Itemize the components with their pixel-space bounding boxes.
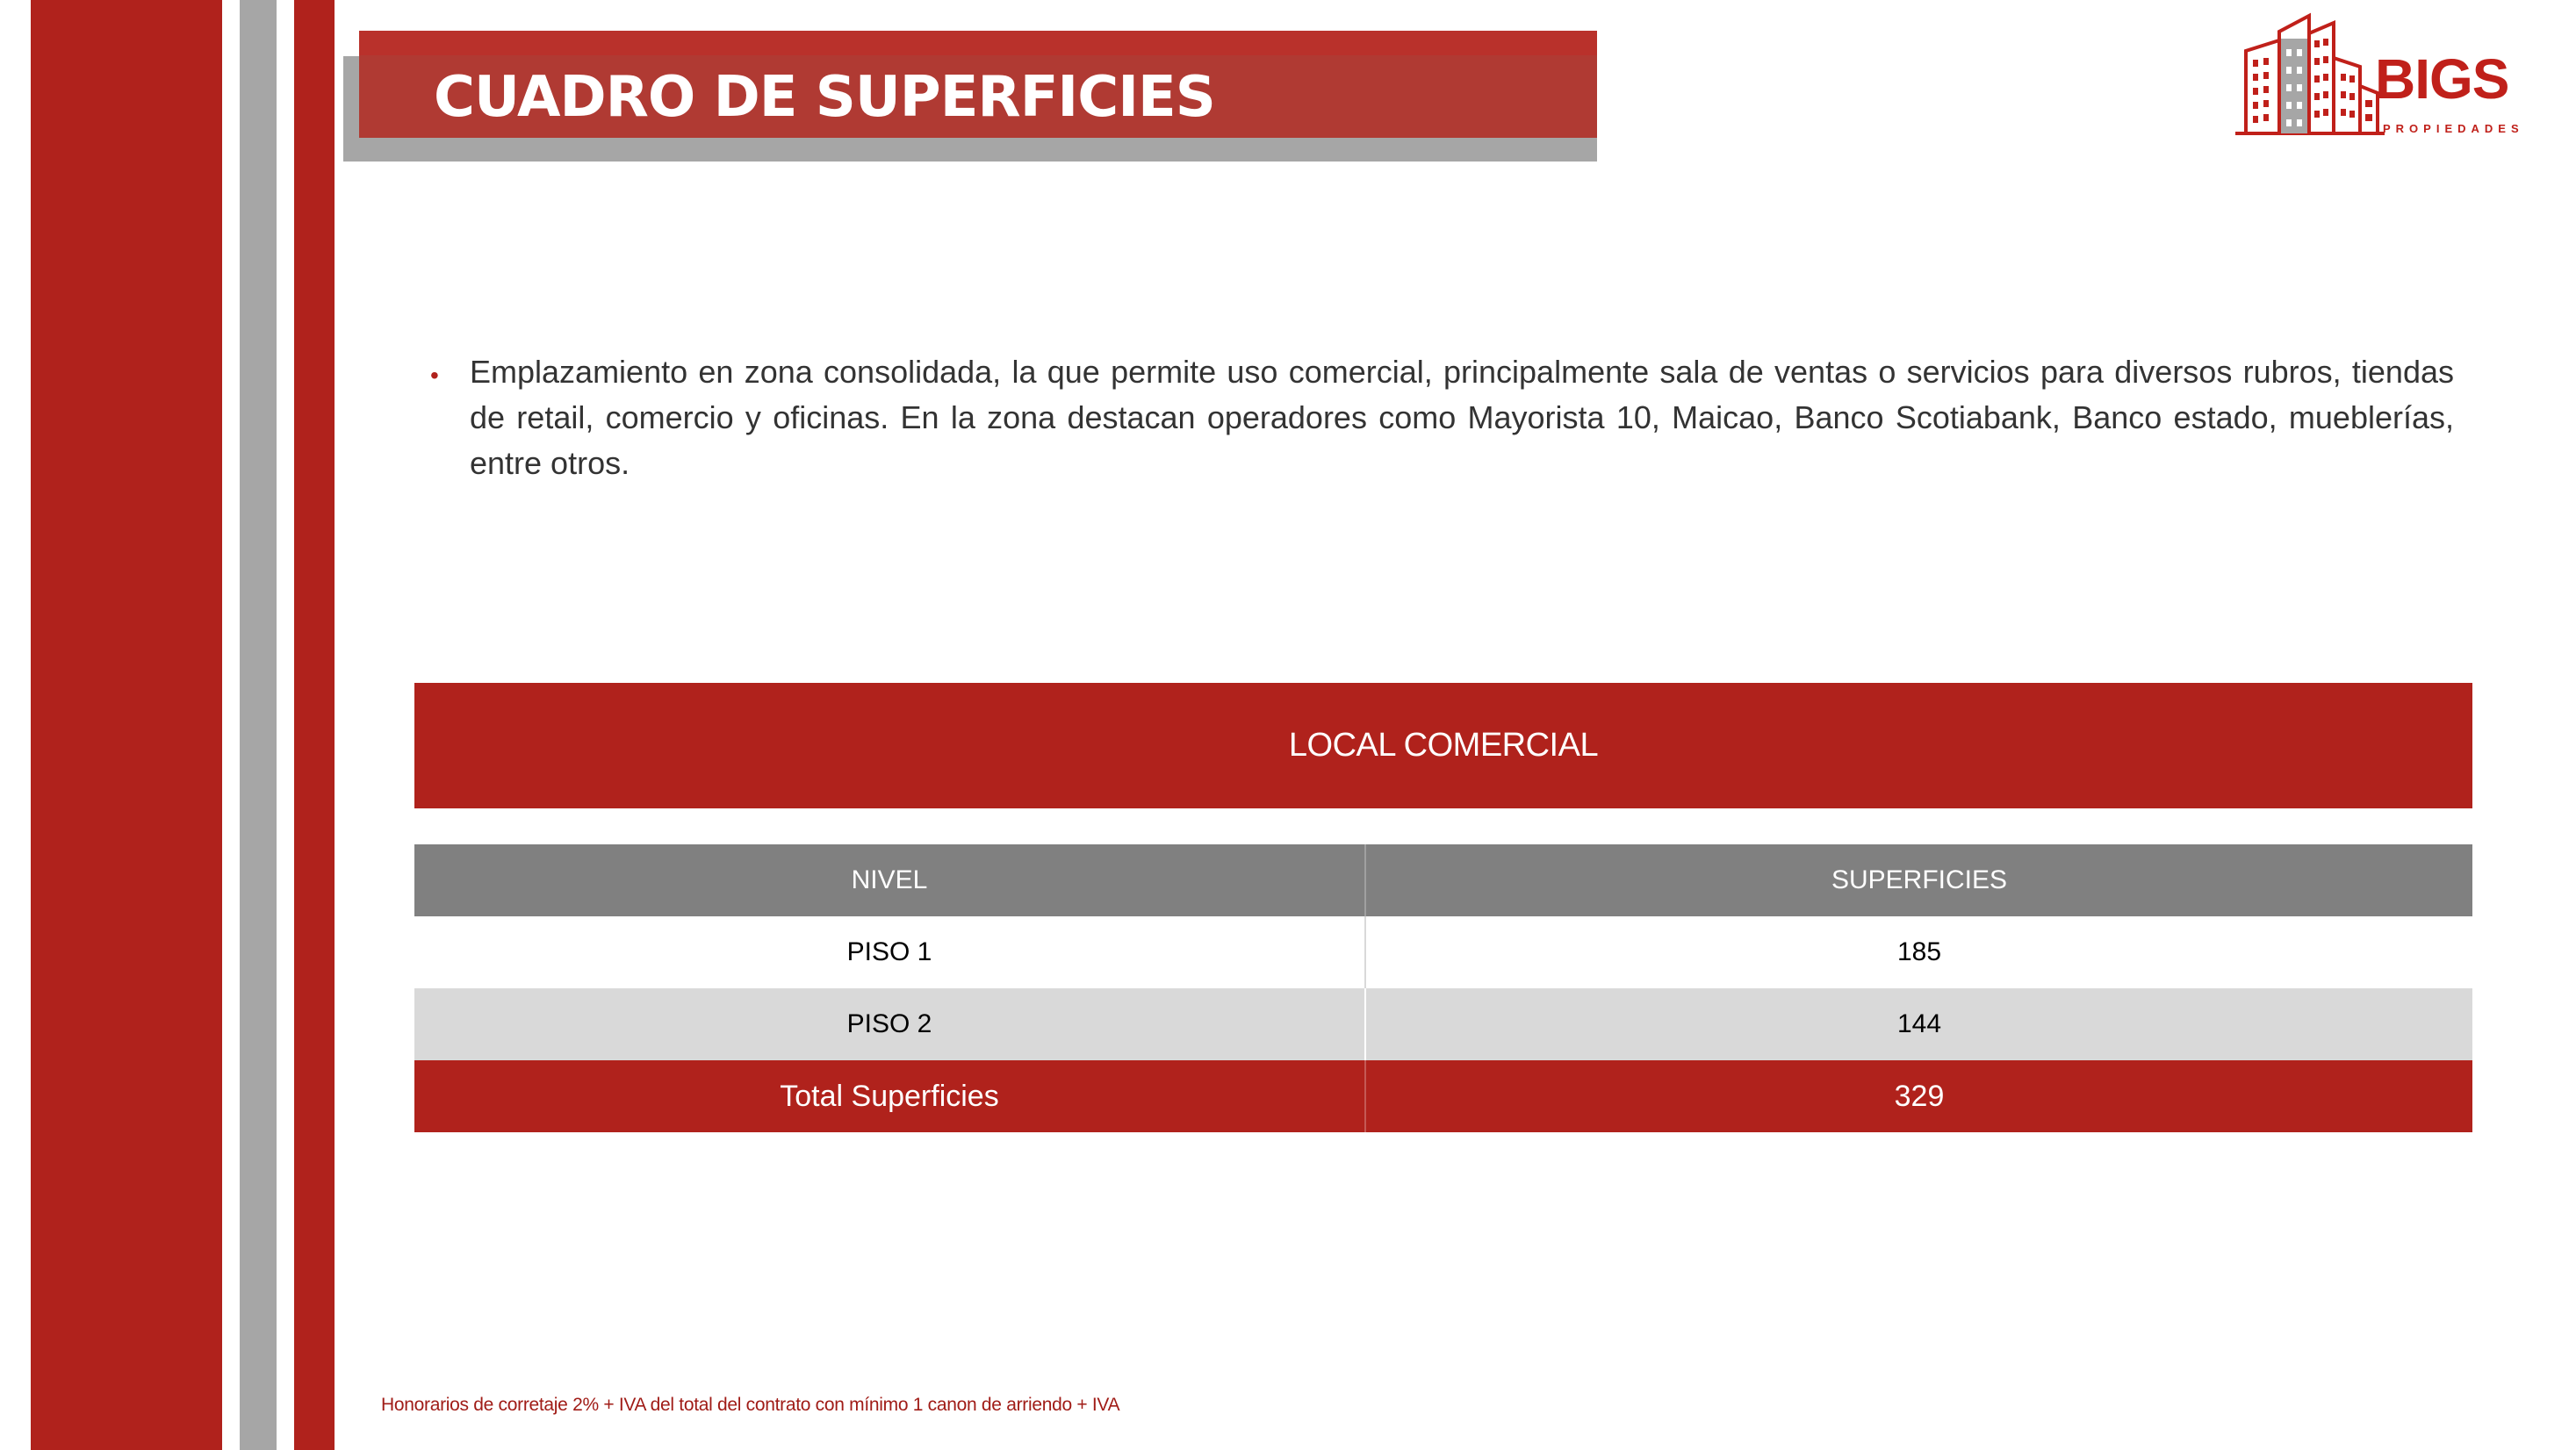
bullet-paragraph: Emplazamiento en zona consolidada, la que permite uso comercial, principalmente sala de ventas o servicios para diversos rubros, tiendas de retail, comercio y oficinas. En la zona destacan operadores como Mayorista 10, Maicao, Banco Scotiabank, Banco estado, mueblerías, entre otros. <box>470 354 2454 481</box>
page-title: CUADRO DE SUPERFICIES <box>434 65 1215 130</box>
bullet-icon: • <box>430 362 439 389</box>
footnote: Honorarios de corretaje 2% + IVA del total del contrato con mínimo 1 canon de arriendo + IVA <box>381 1395 1120 1415</box>
table-row <box>414 988 2472 1060</box>
column-header-superficies: SUPERFICIES <box>1831 865 2008 894</box>
title-band-highlight <box>359 31 1597 55</box>
table-total-row <box>414 1060 2472 1132</box>
bullet-list <box>430 349 2454 486</box>
table-title: LOCAL COMERCIAL <box>414 683 2472 808</box>
total-label: Total Superficies <box>414 1060 1366 1132</box>
left-red-stripe-thin <box>294 0 335 1450</box>
total-value: 329 <box>1894 1079 1945 1113</box>
table-header-row <box>414 844 2472 916</box>
left-red-stripe <box>31 0 222 1450</box>
left-gray-stripe <box>240 0 277 1450</box>
row-nivel-cell: PISO 1 <box>414 916 1366 988</box>
logo-wordmark: BIGS <box>2375 47 2509 111</box>
row-superficie-cell: 144 <box>1896 1009 1942 1038</box>
row-superficie-cell: 185 <box>1896 937 1942 966</box>
column-header-nivel: NIVEL <box>414 844 1366 916</box>
table-row <box>414 916 2472 988</box>
row-nivel-cell: PISO 2 <box>414 988 1366 1060</box>
logo-subtitle: PROPIEDADES <box>2383 122 2524 135</box>
